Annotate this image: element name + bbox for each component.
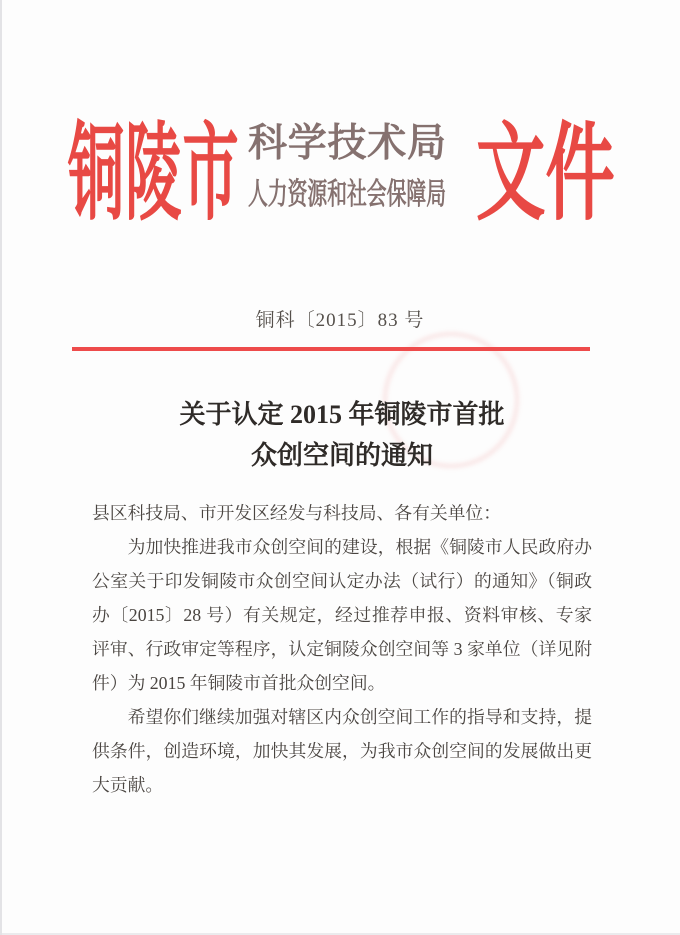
body-line: 公室关于印发铜陵市众创空间认定办法（试行）的通知》（铜政 xyxy=(92,571,592,591)
letterhead-document-word-text: 文件 xyxy=(476,116,615,233)
document-body xyxy=(92,496,592,802)
document-title-line1: 关于认定 2015 年铜陵市首批 xyxy=(179,400,505,429)
scan-edge-left xyxy=(0,0,2,935)
document-number: 铜科〔2015〕83 号 xyxy=(255,310,425,331)
body-line: 评审、行政审定等程序，认定铜陵众创空间等 3 家单位（详见附 xyxy=(92,639,592,659)
body-line: 办〔2015〕28 号）有关规定，经过推荐申报、资料审核、专家 xyxy=(92,605,592,625)
body-line: 希望你们继续加强对辖区内众创空间工作的指导和支持，提 xyxy=(127,707,592,727)
body-line: 大贡献。 xyxy=(92,775,164,795)
body-line: 供条件，创造环境，加快其发展，为我市众创空间的发展做出更 xyxy=(92,741,592,761)
body-line: 为加快推进我市众创空间的建设，根据《铜陵市人民政府办 xyxy=(127,537,592,557)
body-line-salutation: 县区科技局、市开发区经发与科技局、各有关单位： xyxy=(92,503,501,523)
letterhead-document-word xyxy=(476,114,680,236)
document-title xyxy=(92,394,592,476)
letterhead-city-text: 铜陵市 xyxy=(68,116,240,233)
letterhead-dept-hr-social-text: 人力资源和社会保障局 xyxy=(248,178,446,211)
letterhead-departments xyxy=(248,120,446,212)
body-line: 件）为 2015 年铜陵市首批众创空间。 xyxy=(92,673,386,693)
letterhead-dept-science-tech: 科学技术局 xyxy=(248,122,446,165)
red-divider-rule xyxy=(72,347,590,351)
document-title-line2: 众创空间的通知 xyxy=(250,441,433,470)
letterhead-dept-hr-social xyxy=(248,178,446,212)
